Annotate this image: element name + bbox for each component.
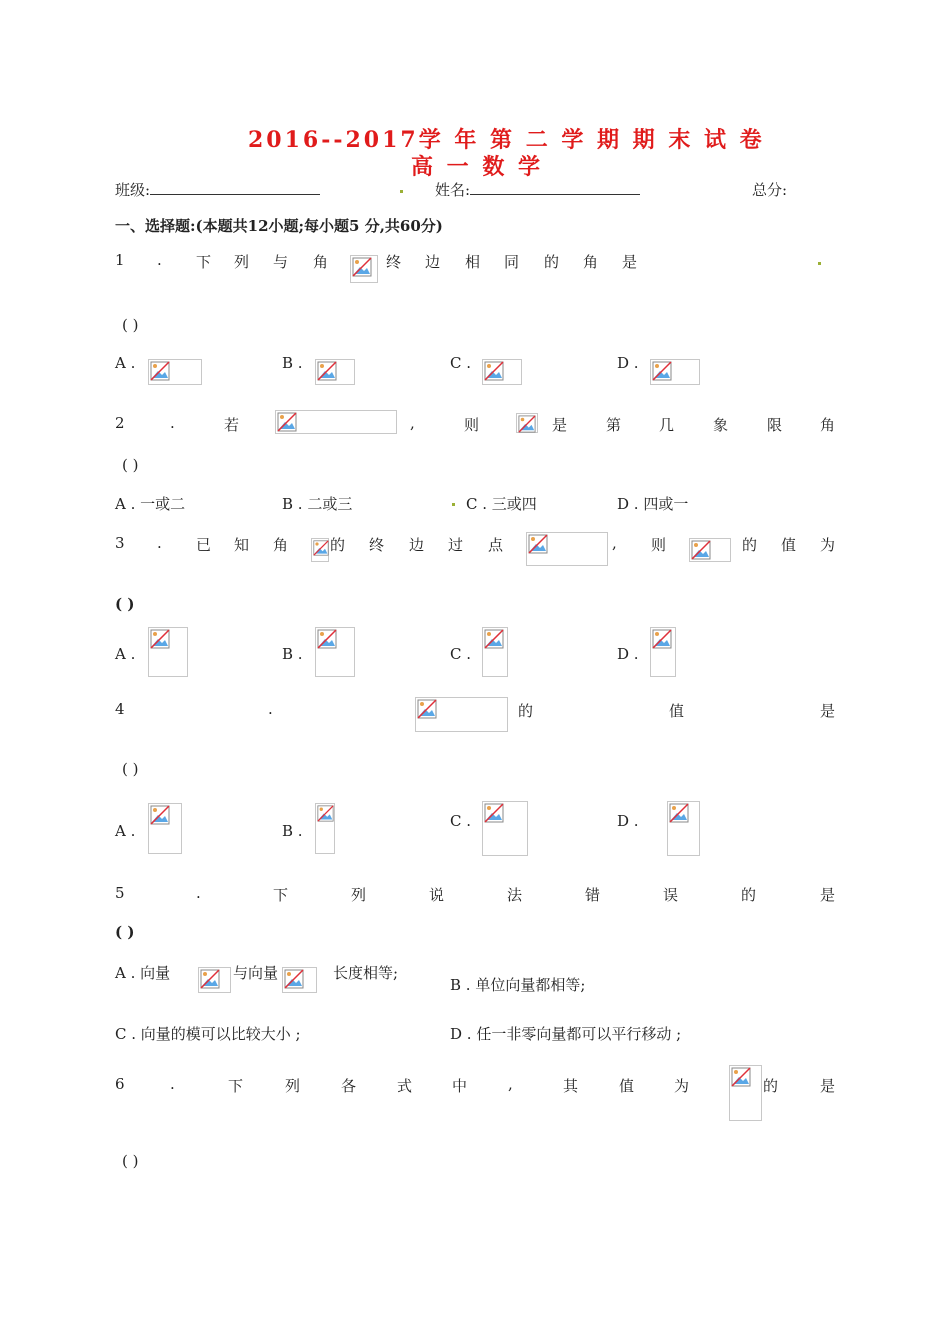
q5-word: 是 xyxy=(820,886,836,904)
broken-image-icon xyxy=(150,361,170,381)
option-c: C . xyxy=(450,645,472,663)
name-field[interactable] xyxy=(470,180,640,195)
q3-word: 则 xyxy=(651,536,667,554)
q3-word: 角 xyxy=(273,536,289,554)
formula-image xyxy=(198,967,231,993)
broken-image-icon xyxy=(669,803,689,823)
q1-word: 相 xyxy=(465,253,481,271)
q3-word: 点 xyxy=(488,536,504,554)
q5-word: 说 xyxy=(429,886,445,904)
option-b: B . xyxy=(282,645,303,663)
option-c: C . xyxy=(450,354,472,372)
q2-option-d: D . 四或一 xyxy=(617,495,689,513)
q6-word: 是 xyxy=(820,1077,836,1095)
formula-image xyxy=(415,697,508,732)
q5-word: 列 xyxy=(351,886,367,904)
q6-dot: . xyxy=(170,1075,175,1093)
q4-paren: ( ) xyxy=(122,760,139,778)
broken-image-icon xyxy=(284,969,304,989)
option-a: A . xyxy=(115,354,136,372)
q2-word: 几 xyxy=(659,416,675,434)
formula-image xyxy=(148,803,182,854)
q2-comma: , xyxy=(410,414,415,432)
broken-image-icon xyxy=(277,412,297,432)
q2-word: 第 xyxy=(606,416,622,434)
q3-word: 终 xyxy=(369,536,385,554)
q2-word: 限 xyxy=(767,416,783,434)
class-field[interactable] xyxy=(150,180,320,195)
broken-image-icon xyxy=(150,629,170,649)
formula-image xyxy=(315,359,355,385)
broken-image-icon xyxy=(652,629,672,649)
q5-word: 法 xyxy=(507,886,523,904)
formula-image xyxy=(667,801,700,856)
broken-image-icon xyxy=(317,629,337,649)
q5-dot: . xyxy=(196,884,201,902)
q1-word: 与 xyxy=(273,253,289,271)
q6-word: 列 xyxy=(285,1077,301,1095)
class-label: 班级: xyxy=(115,179,320,200)
q6-word: 式 xyxy=(397,1077,413,1095)
broken-image-icon xyxy=(731,1067,751,1087)
q6-word: 为 xyxy=(674,1077,690,1095)
broken-image-icon xyxy=(352,257,372,277)
formula-image xyxy=(482,801,528,856)
q1-word: 的 xyxy=(544,253,560,271)
q5-option-c: C . 向量的模可以比较大小 ; xyxy=(115,1025,301,1043)
q4-number: 4 xyxy=(115,700,125,718)
q1-word: 角 xyxy=(313,253,329,271)
q5-word: 的 xyxy=(741,886,757,904)
q2-word: 角 xyxy=(820,416,836,434)
q3-paren: ( ) xyxy=(115,595,135,613)
option-d: D . xyxy=(617,812,639,830)
q1-word: 终 xyxy=(386,253,402,271)
q3-word: 知 xyxy=(234,536,250,554)
q4-word: 是 xyxy=(820,702,836,720)
q1-number: 1 xyxy=(115,251,125,269)
q2-word: 是 xyxy=(552,416,568,434)
q3-dot: . xyxy=(157,534,162,552)
q6-word: , xyxy=(508,1075,513,1093)
formula-image xyxy=(729,1065,762,1121)
formula-image xyxy=(516,413,538,433)
q5-number: 5 xyxy=(115,884,125,902)
broken-image-icon xyxy=(528,534,548,554)
option-b: B . xyxy=(282,354,303,372)
q3-word: 值 xyxy=(781,536,797,554)
formula-image xyxy=(526,532,608,566)
option-d: D . xyxy=(617,645,639,663)
title-line1: 2016--2017学 年 第 二 学 期 期 末 试 卷 xyxy=(248,127,765,153)
q2-dot: . xyxy=(170,414,175,432)
formula-image xyxy=(282,967,317,993)
formula-image xyxy=(650,627,676,677)
q3-word: 边 xyxy=(409,536,425,554)
option-b: B . xyxy=(282,822,303,840)
formula-image xyxy=(148,627,188,677)
q3-word: 过 xyxy=(448,536,464,554)
q5-word: 下 xyxy=(273,886,289,904)
q4-word: 的 xyxy=(518,702,534,720)
q2-word: 则 xyxy=(464,416,480,434)
q5-option-a: A . 向量 xyxy=(115,964,171,982)
formula-image xyxy=(650,359,700,385)
option-a: A . xyxy=(115,822,136,840)
formula-image xyxy=(275,410,397,434)
q5-option-b: B . 单位向量都相等; xyxy=(450,976,586,994)
dot-mark xyxy=(818,262,821,265)
q2-option-b: B . 二或三 xyxy=(282,495,353,513)
broken-image-icon xyxy=(200,969,220,989)
broken-image-icon xyxy=(317,805,334,822)
q1-dot: . xyxy=(157,251,162,269)
formula-image xyxy=(148,359,202,385)
q1-word: 列 xyxy=(234,253,250,271)
broken-image-icon xyxy=(484,361,504,381)
q2-number: 2 xyxy=(115,414,125,432)
q3-word: 的 xyxy=(330,536,346,554)
section1-heading: 一、选择题:(本题共12小题;每小题5 分,共60分) xyxy=(115,217,443,235)
q3-word: 的 xyxy=(742,536,758,554)
q6-paren: ( ) xyxy=(122,1152,139,1170)
broken-image-icon xyxy=(652,361,672,381)
q3-word: 已 xyxy=(196,536,212,554)
q2-paren: ( ) xyxy=(122,456,139,474)
broken-image-icon xyxy=(313,540,329,556)
q2-option-a: A . 一或二 xyxy=(115,495,186,513)
q3-comma: , xyxy=(612,534,617,552)
dot-mark xyxy=(452,503,455,506)
q5-option-d: D . 任一非零向量都可以平行移动 ; xyxy=(450,1025,682,1043)
broken-image-icon xyxy=(691,540,711,560)
q1-word: 同 xyxy=(504,253,520,271)
formula-image xyxy=(315,627,355,677)
q6-word: 的 xyxy=(763,1077,779,1095)
q6-word: 中 xyxy=(452,1077,468,1095)
formula-image xyxy=(311,538,329,562)
option-c: C . xyxy=(450,812,472,830)
broken-image-icon xyxy=(417,699,437,719)
q3-number: 3 xyxy=(115,534,125,552)
option-d: D . xyxy=(617,354,639,372)
q6-number: 6 xyxy=(115,1075,125,1093)
broken-image-icon xyxy=(150,805,170,825)
broken-image-icon xyxy=(484,803,504,823)
q4-word: 值 xyxy=(669,702,685,720)
q1-word: 角 xyxy=(583,253,599,271)
q6-word: 值 xyxy=(619,1077,635,1095)
q3-word: 为 xyxy=(820,536,836,554)
title-line2: 高 一 数 学 xyxy=(411,154,543,180)
q4-dot: . xyxy=(268,700,273,718)
q5-option-a-mid: 与向量 xyxy=(233,964,279,982)
formula-image xyxy=(482,359,522,385)
broken-image-icon xyxy=(317,361,337,381)
q2-word: 若 xyxy=(224,416,240,434)
broken-image-icon xyxy=(518,415,536,433)
dot-mark xyxy=(400,190,403,193)
score-label: 总分: xyxy=(752,181,788,199)
q5-option-a-end: 长度相等; xyxy=(333,964,399,982)
formula-image xyxy=(482,627,508,677)
formula-image xyxy=(350,255,378,283)
formula-image xyxy=(315,803,335,854)
q6-word: 其 xyxy=(563,1077,579,1095)
q2-option-c: C . 三或四 xyxy=(466,495,537,513)
broken-image-icon xyxy=(484,629,504,649)
option-a: A . xyxy=(115,645,136,663)
q6-word: 下 xyxy=(228,1077,244,1095)
q1-paren: ( ) xyxy=(122,316,139,334)
name-label: 姓名: xyxy=(435,179,640,200)
q1-word: 边 xyxy=(425,253,441,271)
q5-paren: ( ) xyxy=(115,923,135,941)
q1-word: 下 xyxy=(196,253,212,271)
q1-word: 是 xyxy=(622,253,638,271)
q2-word: 象 xyxy=(713,416,729,434)
q5-word: 错 xyxy=(585,886,601,904)
q5-word: 误 xyxy=(663,886,679,904)
formula-image xyxy=(689,538,731,562)
q6-word: 各 xyxy=(341,1077,357,1095)
